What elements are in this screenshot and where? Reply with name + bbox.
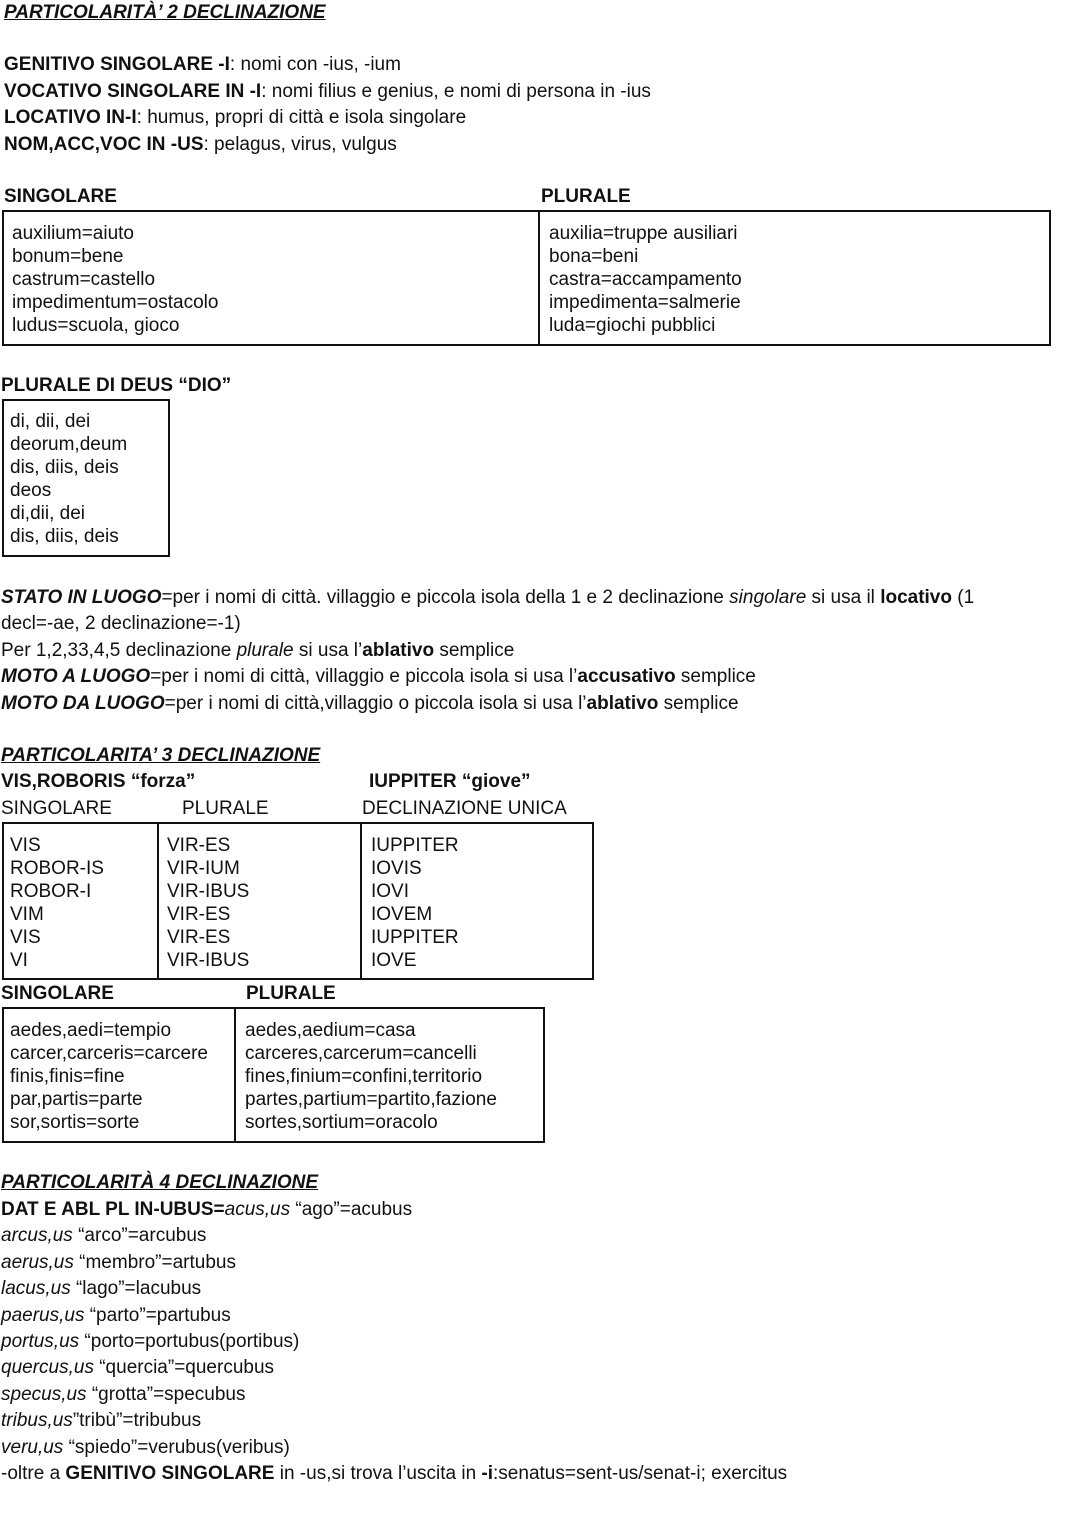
table1-plur-col: auxilia=truppe ausiliari bona=beni castra=accampamento impedimenta=salmerie luda=giochi pubblici [549,223,742,336]
item-specus: specus,us “grotta”=specubus [1,1384,246,1405]
moto-a-luogo-line: MOTO A LUOGO=per i nomi di città, villaggio e piccola isola si usa l’accusativo semplice [1,666,756,687]
table3-head-plurale: PLURALE [246,983,336,1004]
item-lacus: lacus,us “lago”=lacubus [1,1278,202,1299]
vis-head-singolare: SINGOLARE [1,798,112,819]
iuppiter-col: IUPPITER IOVIS IOVI IOVEM IUPPITER IOVE [371,835,459,971]
vis-title: VIS,ROBORIS “forza” [1,771,196,792]
vis-sing-col: VIS ROBOR-IS ROBOR-I VIM VIS VI [10,835,104,971]
item-portus: portus,us “porto=portubus(portibus) [1,1331,300,1352]
rule-locativo: LOCATIVO IN-I: humus, propri di città e isola singolare [4,107,467,128]
plurale-ablativo-line: Per 1,2,33,4,5 declinazione plurale si usa l’ablativo semplice [1,640,515,661]
stato-in-luogo-line2: decl=-ae, 2 declinazione=-1) [1,613,241,634]
rule-vocativo: VOCATIVO SINGOLARE IN -I: nomi filius e genius, e nomi di persona in -ius [4,81,651,102]
item-paerus: paerus,us “parto”=partubus [1,1305,231,1326]
table1-head-singolare: SINGOLARE [4,186,117,207]
item-quercus: quercus,us “quercia”=quercubus [1,1357,275,1378]
vis-plur-col: VIR-ES VIR-IUM VIR-IBUS VIR-ES VIR-ES VIR-IBUS [167,835,250,971]
dat-abl-line: DAT E ABL PL IN-UBUS=acus,us “ago”=acubus [1,1199,413,1220]
item-aerus: aerus,us “membro”=artubus [1,1252,236,1273]
section4-title: PARTICOLARITÀ 4 DECLINAZIONE [1,1172,319,1193]
rule-genitivo: GENITIVO SINGOLARE -I: nomi con -ius, -ium [4,54,401,75]
section2-title: PARTICOLARITÀ’ 2 DECLINAZIONE [4,2,326,23]
rule-nom-acc-voc: NOM,ACC,VOC IN -US: pelagus, virus, vulgus [4,134,397,155]
table3-divider [234,1007,236,1143]
iuppiter-title: IUPPITER “giove” [369,771,531,792]
item-tribus: tribus,us”tribù”=tribubus [1,1410,202,1431]
table3-sing-col: aedes,aedi=tempio carcer,carceris=carcere finis,finis=fine par,partis=parte sor,sortis=sorte [10,1020,208,1133]
table1-head-plurale: PLURALE [541,186,631,207]
stato-in-luogo-line1: STATO IN LUOGO=per i nomi di città. villaggio e piccola isola della 1 e 2 declinazione singolare si usa il locativo (1 [1,587,975,608]
vis-head-plurale: PLURALE [182,798,269,819]
table1-sing-col: auxilium=aiuto bonum=bene castrum=castello impedimentum=ostacolo ludus=scuola, gioco [12,223,219,336]
iuppiter-divider [360,822,362,980]
section3-title: PARTICOLARITA’ 3 DECLINAZIONE [1,745,321,766]
deus-title: PLURALE DI DEUS “DIO” [1,375,232,396]
item-veru: veru,us “spiedo”=verubus(veribus) [1,1437,290,1458]
vis-divider [157,822,159,980]
table3-plur-col: aedes,aedium=casa carceres,carcerum=cancelli fines,finium=confini,territorio partes,partium=partito,fazione sortes,sortium=oracolo [245,1020,497,1133]
deus-forms: di, dii, dei deorum,deum dis, diis, deis deos di,dii, dei dis, diis, deis [10,411,128,547]
genitivo-note-line: -oltre a GENITIVO SINGOLARE in -us,si trova l’uscita in -i:senatus=sent-us/senat-i; exercitus [1,1463,788,1484]
table3-head-singolare: SINGOLARE [1,983,114,1004]
iuppiter-head: DECLINAZIONE UNICA [362,798,567,819]
moto-da-luogo-line: MOTO DA LUOGO=per i nomi di città,villaggio o piccola isola si usa l’ablativo semplice [1,693,739,714]
item-arcus: arcus,us “arco”=arcubus [1,1225,207,1246]
table1-divider [538,210,540,346]
